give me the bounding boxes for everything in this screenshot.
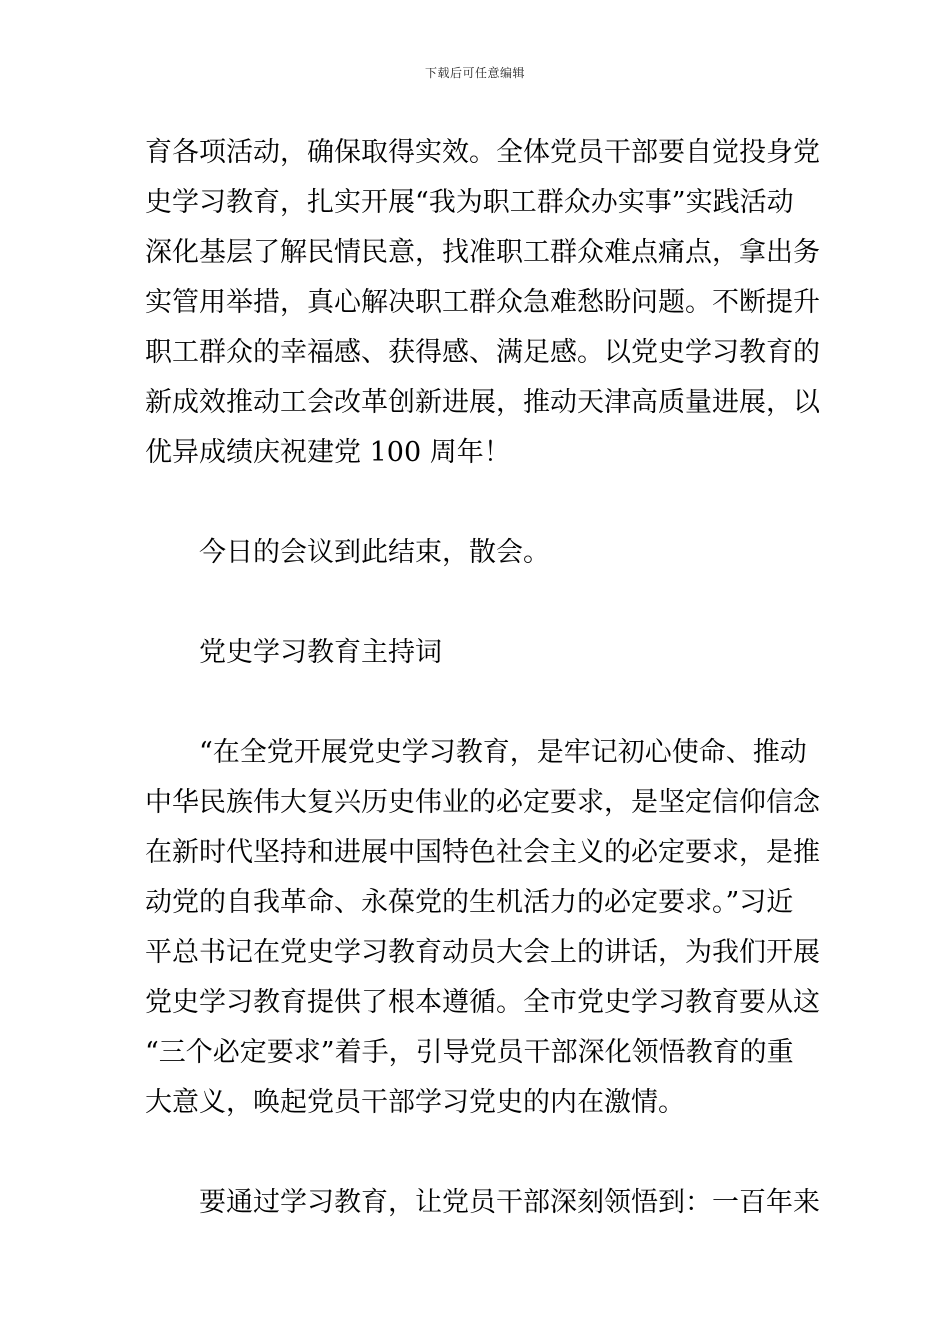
text-line: 史学习教育，扎实开展“我为职工群众办实事”实践活动 bbox=[145, 187, 794, 218]
text-line: 党史学习教育提供了根本遵循。全市党史学习教育要从这 bbox=[145, 987, 820, 1018]
text-line: 优异成绩庆祝建党 100 周年！ bbox=[145, 437, 511, 468]
text-line: 中华民族伟大复兴历史伟业的必定要求，是坚定信仰信念 bbox=[145, 787, 820, 818]
text-line: “在全党开展党史学习教育，是牢记初心使命、推动 bbox=[199, 737, 807, 768]
paragraph-quote bbox=[145, 728, 820, 1128]
section-title bbox=[145, 628, 807, 678]
page-header: 下载后可任意编辑 bbox=[424, 66, 525, 80]
text-line: 平总书记在党史学习教育动员大会上的讲话，为我们开展 bbox=[145, 937, 820, 968]
text-line: 职工群众的幸福感、获得感、满足感。以党史学习教育的 bbox=[145, 337, 820, 368]
text-line: 动党的自我革命、永葆党的生机活力的必定要求。”习近 bbox=[145, 887, 794, 918]
text-line: 要通过学习教育，让党员干部深刻领悟到：一百年来 bbox=[199, 1187, 820, 1218]
text-line: 在新时代坚持和进展中国特色社会主义的必定要求，是推 bbox=[145, 837, 820, 868]
text-line: 深化基层了解民情民意，找准职工群众难点痛点，拿出务 bbox=[145, 237, 820, 268]
paragraph-continuation bbox=[145, 1178, 820, 1228]
text-line: 大意义，唤起党员干部学习党史的内在激情。 bbox=[145, 1087, 685, 1118]
paragraph-closing-remarks bbox=[145, 128, 820, 478]
document-body bbox=[145, 128, 820, 1228]
text-line: 今日的会议到此结束，散会。 bbox=[199, 537, 550, 568]
text-line: 实管用举措，真心解决职工群众急难愁盼问题。不断提升 bbox=[145, 287, 820, 318]
text-line: 育各项活动，确保取得实效。全体党员干部要自觉投身党 bbox=[145, 137, 820, 168]
text-line: 新成效推动工会改革创新进展，推动天津高质量进展，以 bbox=[145, 387, 820, 418]
paragraph-meeting-end bbox=[145, 528, 807, 578]
text-line: “三个必定要求”着手，引导党员干部深化领悟教育的重 bbox=[145, 1037, 794, 1068]
text-line: 党史学习教育主持词 bbox=[199, 637, 442, 668]
